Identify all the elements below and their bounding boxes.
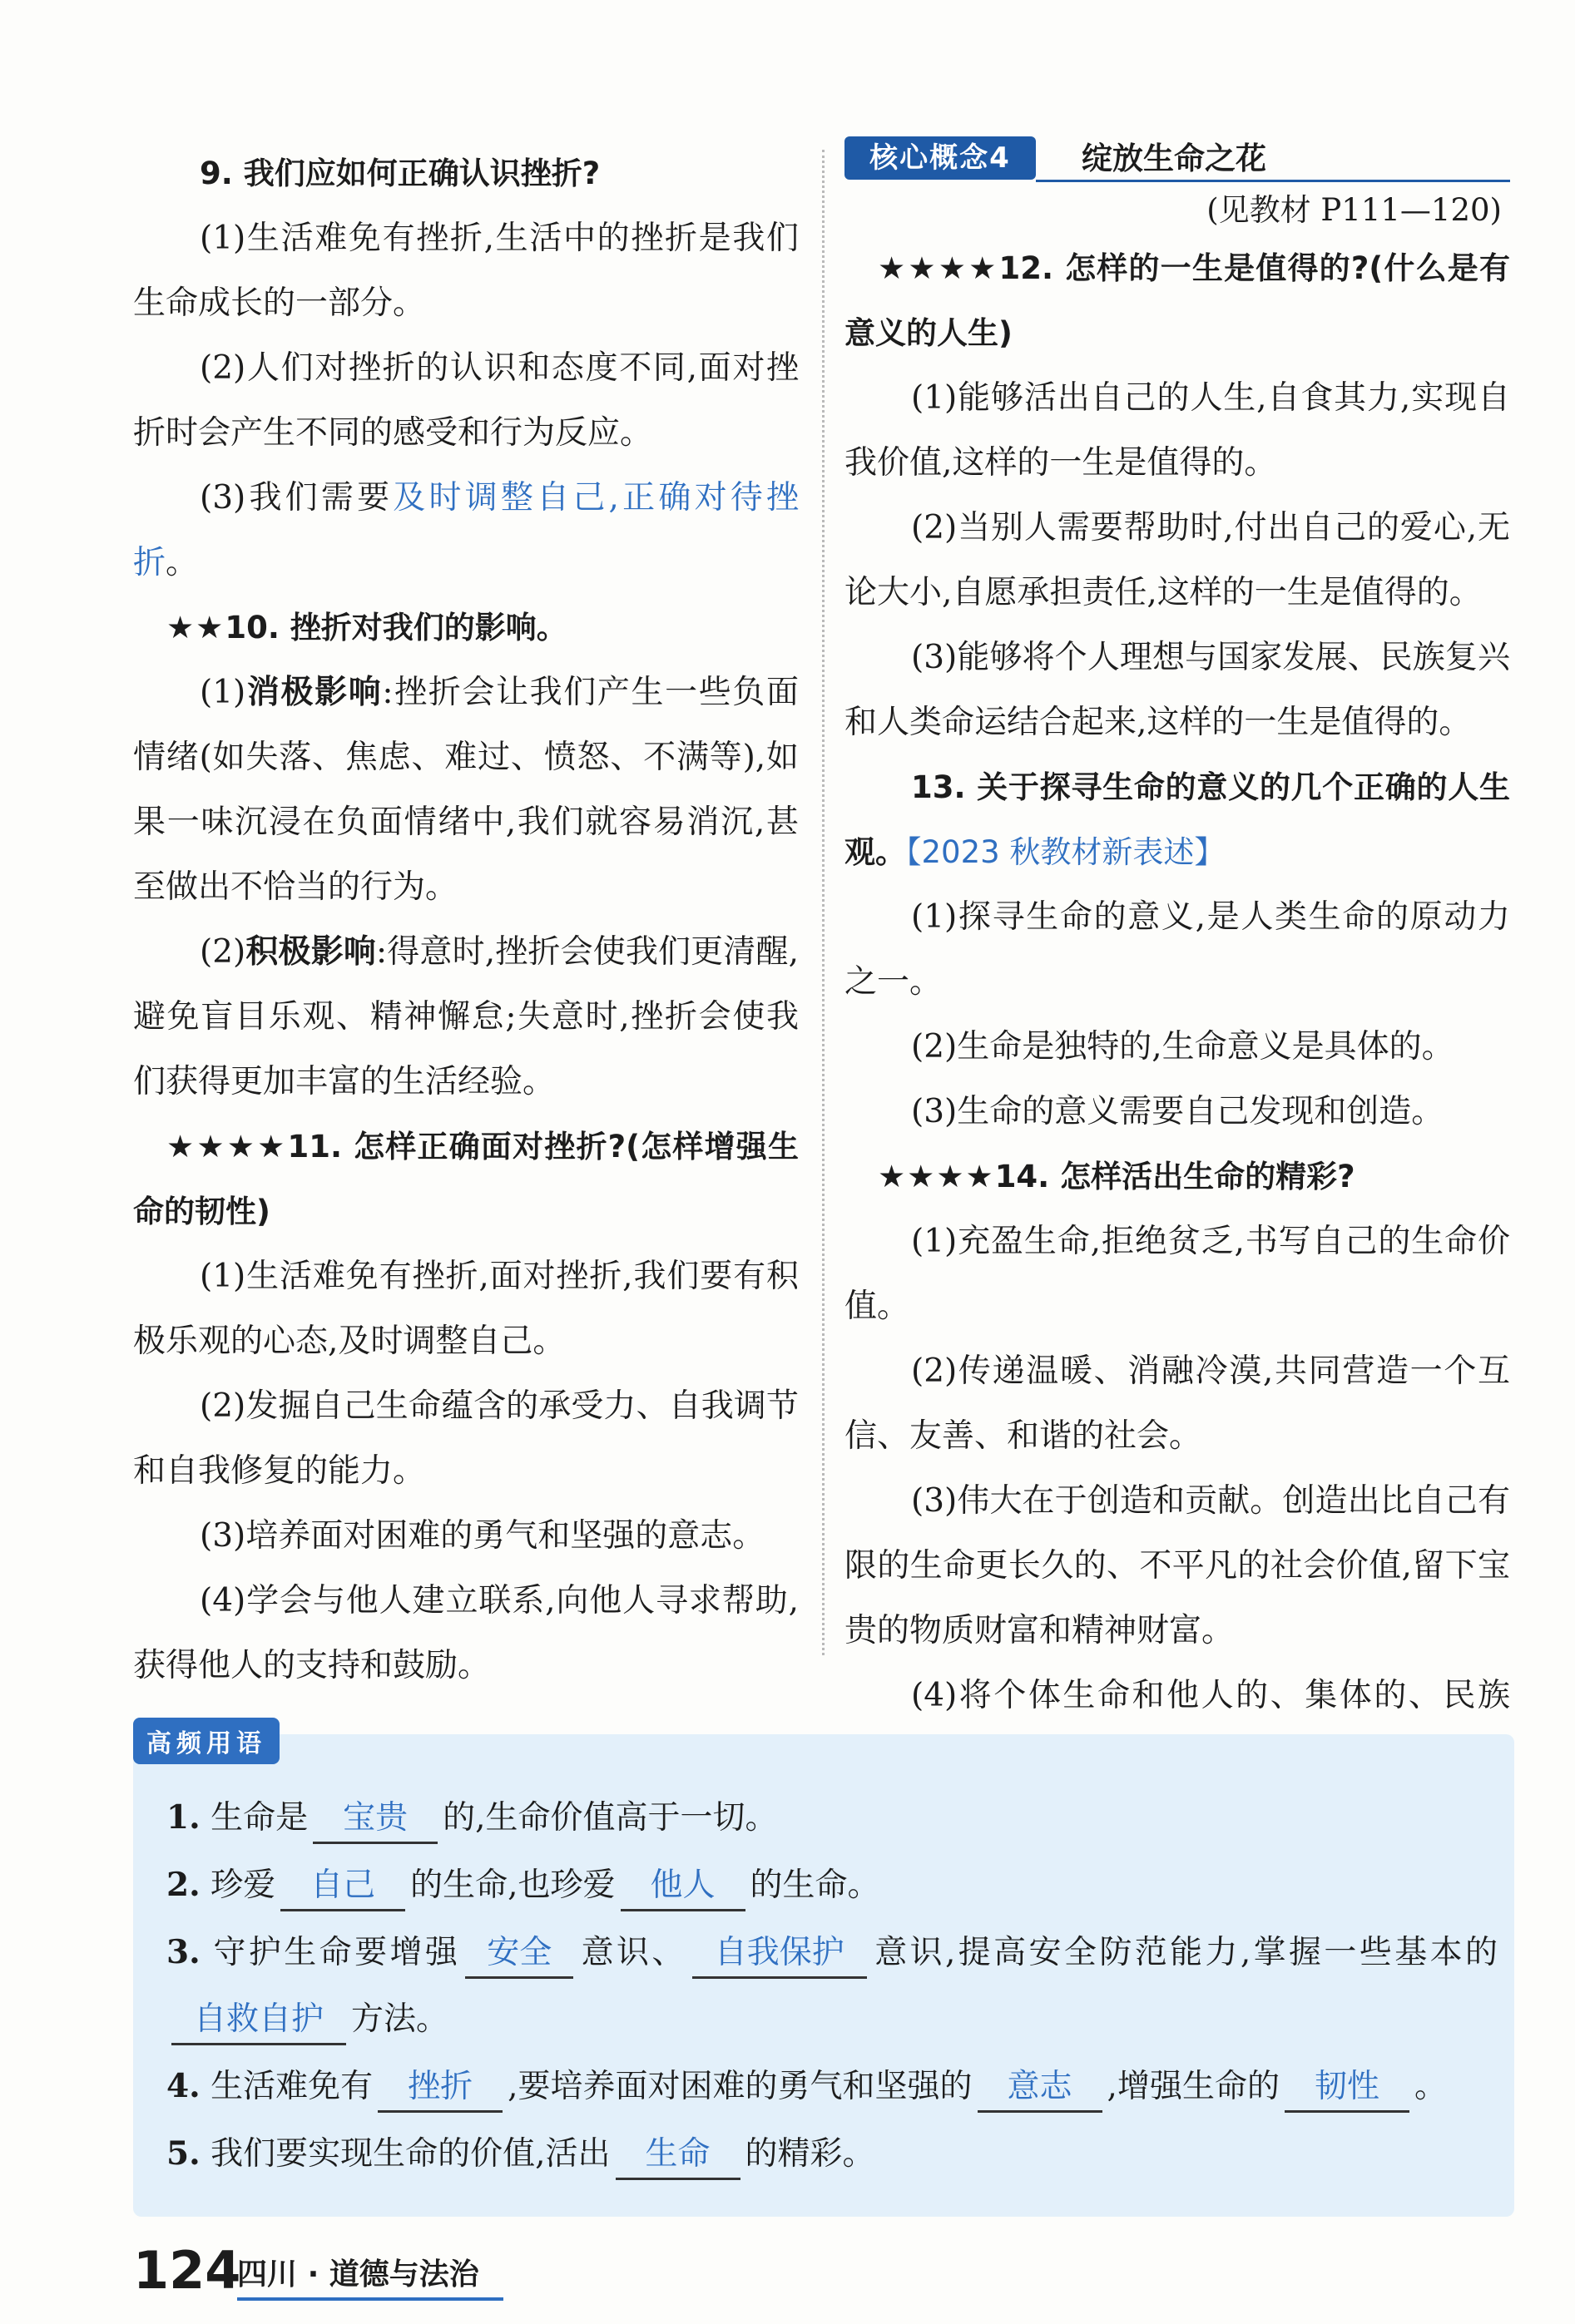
question-text: 怎样正确面对挫折?(怎样增强生命的韧性) xyxy=(133,1129,799,1229)
answer-keyword: 消极影响 xyxy=(245,674,383,711)
fill-blank: 意志 xyxy=(978,2064,1102,2113)
question-number: 11. xyxy=(287,1129,343,1164)
item-text: 守护生命要增强 xyxy=(213,1934,461,1971)
book-label xyxy=(237,2254,479,2296)
answer-10-2 xyxy=(133,920,799,1115)
answer-11-3: (3)培养面对困难的勇气和坚强的意志。 xyxy=(200,1517,765,1555)
item-text: 的,生命价值高于一切。 xyxy=(443,1799,778,1837)
question-text: 关于探寻生命的意义的几个正确的人生观。 xyxy=(844,769,1510,870)
question-11 xyxy=(133,1115,799,1244)
answer-text: :挫折会让我们产生一些负面情绪(如失落、焦虑、难过、愤怒、不满等),如果一味沉浸在负面情绪中,我们就容易消沉,甚至做出不恰当的行为。 xyxy=(133,674,799,906)
answer-12-3: (3)能够将个人理想与国家发展、民族复兴和人类命运结合起来,这样的一生是值得的。 xyxy=(844,639,1510,741)
item-text: 的精彩。 xyxy=(745,2135,875,2173)
concept-title: 绽放生命之花 xyxy=(1082,141,1266,176)
fill-blank: 他人 xyxy=(621,1862,745,1911)
question-10 xyxy=(133,596,799,660)
concept-rule xyxy=(1036,180,1510,182)
answer-keyword: 积极影响 xyxy=(245,933,376,971)
question-9 xyxy=(133,141,799,206)
question-text: 怎样活出生命的精彩? xyxy=(1060,1159,1355,1194)
answer-14-1: (1)充盈生命,拒绝贫乏,书写自己的生命价值。 xyxy=(844,1223,1510,1325)
item-text: 生命是 xyxy=(210,1799,309,1837)
answer-11-2: (2)发掘自己生命蕴含的承受力、自我调节和自我修复的能力。 xyxy=(133,1387,799,1490)
high-frequency-terms-box xyxy=(133,1729,1514,2217)
question-number: 14. xyxy=(994,1159,1050,1194)
item-text: 方法。 xyxy=(351,2000,449,2038)
item-number: 1. xyxy=(166,1798,201,1837)
summary-item-5 xyxy=(166,2120,1498,2188)
question-number: 13. xyxy=(911,769,966,805)
answer-text: :得意时,挫折会使我们更清醒,避免盲目乐观、精神懈怠;失意时,挫折会使我们获得更加丰富的生活经验。 xyxy=(133,933,799,1100)
fill-blank: 安全 xyxy=(465,1930,573,1979)
answer-12-1: (1)能够活出自己的人生,自食其力,实现自我价值,这样的一生是值得的。 xyxy=(844,379,1510,482)
answer-9-1: (1)生活难免有挫折,生活中的挫折是我们生命成长的一部分。 xyxy=(133,220,799,322)
answer-text: 。 xyxy=(166,544,199,581)
answer-14-2: (2)传递温暖、消融冷漠,共同营造一个互信、友善、和谐的社会。 xyxy=(844,1352,1510,1455)
star-rating: ★★ xyxy=(166,610,225,645)
answer-9-3 xyxy=(133,466,799,596)
item-number: 4. xyxy=(166,2067,201,2105)
summary-item-3 xyxy=(166,1919,1498,2053)
question-14 xyxy=(844,1145,1510,1209)
fill-blank: 生命 xyxy=(616,2131,740,2180)
answer-12-2: (2)当别人需要帮助时,付出自己的爱心,无论大小,自愿承担责任,这样的一生是值得的。 xyxy=(844,509,1510,611)
fill-blank: 韧性 xyxy=(1285,2064,1409,2113)
item-number: 2. xyxy=(166,1866,201,1904)
item-text: ,增强生命的 xyxy=(1107,2068,1280,2105)
summary-badge: 高频用语 xyxy=(133,1718,280,1764)
summary-item-1 xyxy=(166,1784,1498,1852)
fill-blank: 挫折 xyxy=(378,2064,503,2113)
question-number: 9. xyxy=(200,156,233,191)
question-text: 挫折对我们的影响。 xyxy=(290,610,567,645)
answer-10-1 xyxy=(133,660,799,920)
item-text: 。 xyxy=(1414,2068,1447,2105)
summary-item-2 xyxy=(166,1852,1498,1919)
question-number: 10. xyxy=(225,610,280,645)
item-text: 珍爱 xyxy=(210,1867,276,1904)
answer-14-4: (4)将个体生命和他人的、集体的、民族 xyxy=(911,1677,1510,1714)
answer-13-1: (1)探寻生命的意义,是人类生命的原动力之一。 xyxy=(844,898,1510,1001)
right-column xyxy=(844,141,1510,1858)
item-number: 5. xyxy=(166,2134,201,2173)
region-label: 四川 xyxy=(237,2257,298,2292)
item-text: 的生命。 xyxy=(750,1867,880,1904)
answer-11-4: (4)学会与他人建立联系,向他人寻求帮助,获得他人的支持和鼓励。 xyxy=(133,1582,799,1684)
answer-9-2: (2)人们对挫折的认识和态度不同,面对挫折时会产生不同的感受和行为反应。 xyxy=(133,349,799,452)
answer-text: (3)我们需要 xyxy=(200,479,394,517)
fill-blank: 自己 xyxy=(280,1862,405,1911)
fill-blank: 宝贵 xyxy=(313,1795,438,1844)
separator: · xyxy=(307,2257,319,2292)
item-text: 生活难免有 xyxy=(210,2068,374,2105)
question-number: 12. xyxy=(998,250,1054,286)
item-text: ,要培养面对困难的勇气和坚强的 xyxy=(508,2068,973,2105)
concept-header xyxy=(844,133,1510,185)
question-text: 我们应如何正确认识挫折? xyxy=(243,156,601,191)
star-rating: ★★★★ xyxy=(878,1159,995,1194)
footer-underline xyxy=(237,2297,503,2301)
highlight-text: 及时调整自己,正确对待挫折 xyxy=(133,479,799,581)
answer-13-3: (3)生命的意义需要自己发现和创造。 xyxy=(911,1093,1444,1130)
item-text: 的生命,也珍爱 xyxy=(410,1867,616,1904)
fill-blank: 自救自护 xyxy=(171,1996,346,2045)
item-number: 3. xyxy=(166,1933,201,1971)
subject-label: 道德与法治 xyxy=(329,2257,479,2292)
star-rating: ★★★★ xyxy=(166,1129,288,1164)
answer-14-3: (3)伟大在于创造和贡献。创造出比自己有限的生命更长久的、不平凡的社会价值,留下宝贵的物质财富和精神财富。 xyxy=(844,1482,1510,1649)
answer-13-2: (2)生命是独特的,生命意义是具体的。 xyxy=(911,1028,1454,1066)
item-text: 意识、 xyxy=(578,1934,687,1971)
page-number: 124 xyxy=(133,2240,241,2301)
question-13 xyxy=(844,755,1510,885)
summary-item-4 xyxy=(166,2053,1498,2120)
answer-number: (2) xyxy=(200,933,246,971)
question-12 xyxy=(844,236,1510,366)
column-divider xyxy=(822,150,825,1655)
textbook-reference: (见教材 P111—120) xyxy=(1206,192,1502,228)
question-text: 怎样的一生是值得的?(什么是有意义的人生) xyxy=(844,250,1510,351)
fill-blank: 自我保护 xyxy=(692,1930,867,1979)
new-edition-tag: 【2023 秋教材新表述】 xyxy=(906,834,1226,870)
concept-badge: 核心概念4 xyxy=(844,136,1036,180)
star-rating: ★★★★ xyxy=(878,250,999,286)
summary-body xyxy=(166,1784,1498,2188)
item-text: 我们要实现生命的价值,活出 xyxy=(210,2135,611,2173)
answer-11-1: (1)生活难免有挫折,面对挫折,我们要有积极乐观的心态,及时调整自己。 xyxy=(133,1258,799,1360)
item-text: 意识,提高安全防范能力,掌握一些基本的 xyxy=(871,1934,1498,1971)
left-column xyxy=(133,141,799,1698)
answer-number: (1) xyxy=(200,674,246,711)
